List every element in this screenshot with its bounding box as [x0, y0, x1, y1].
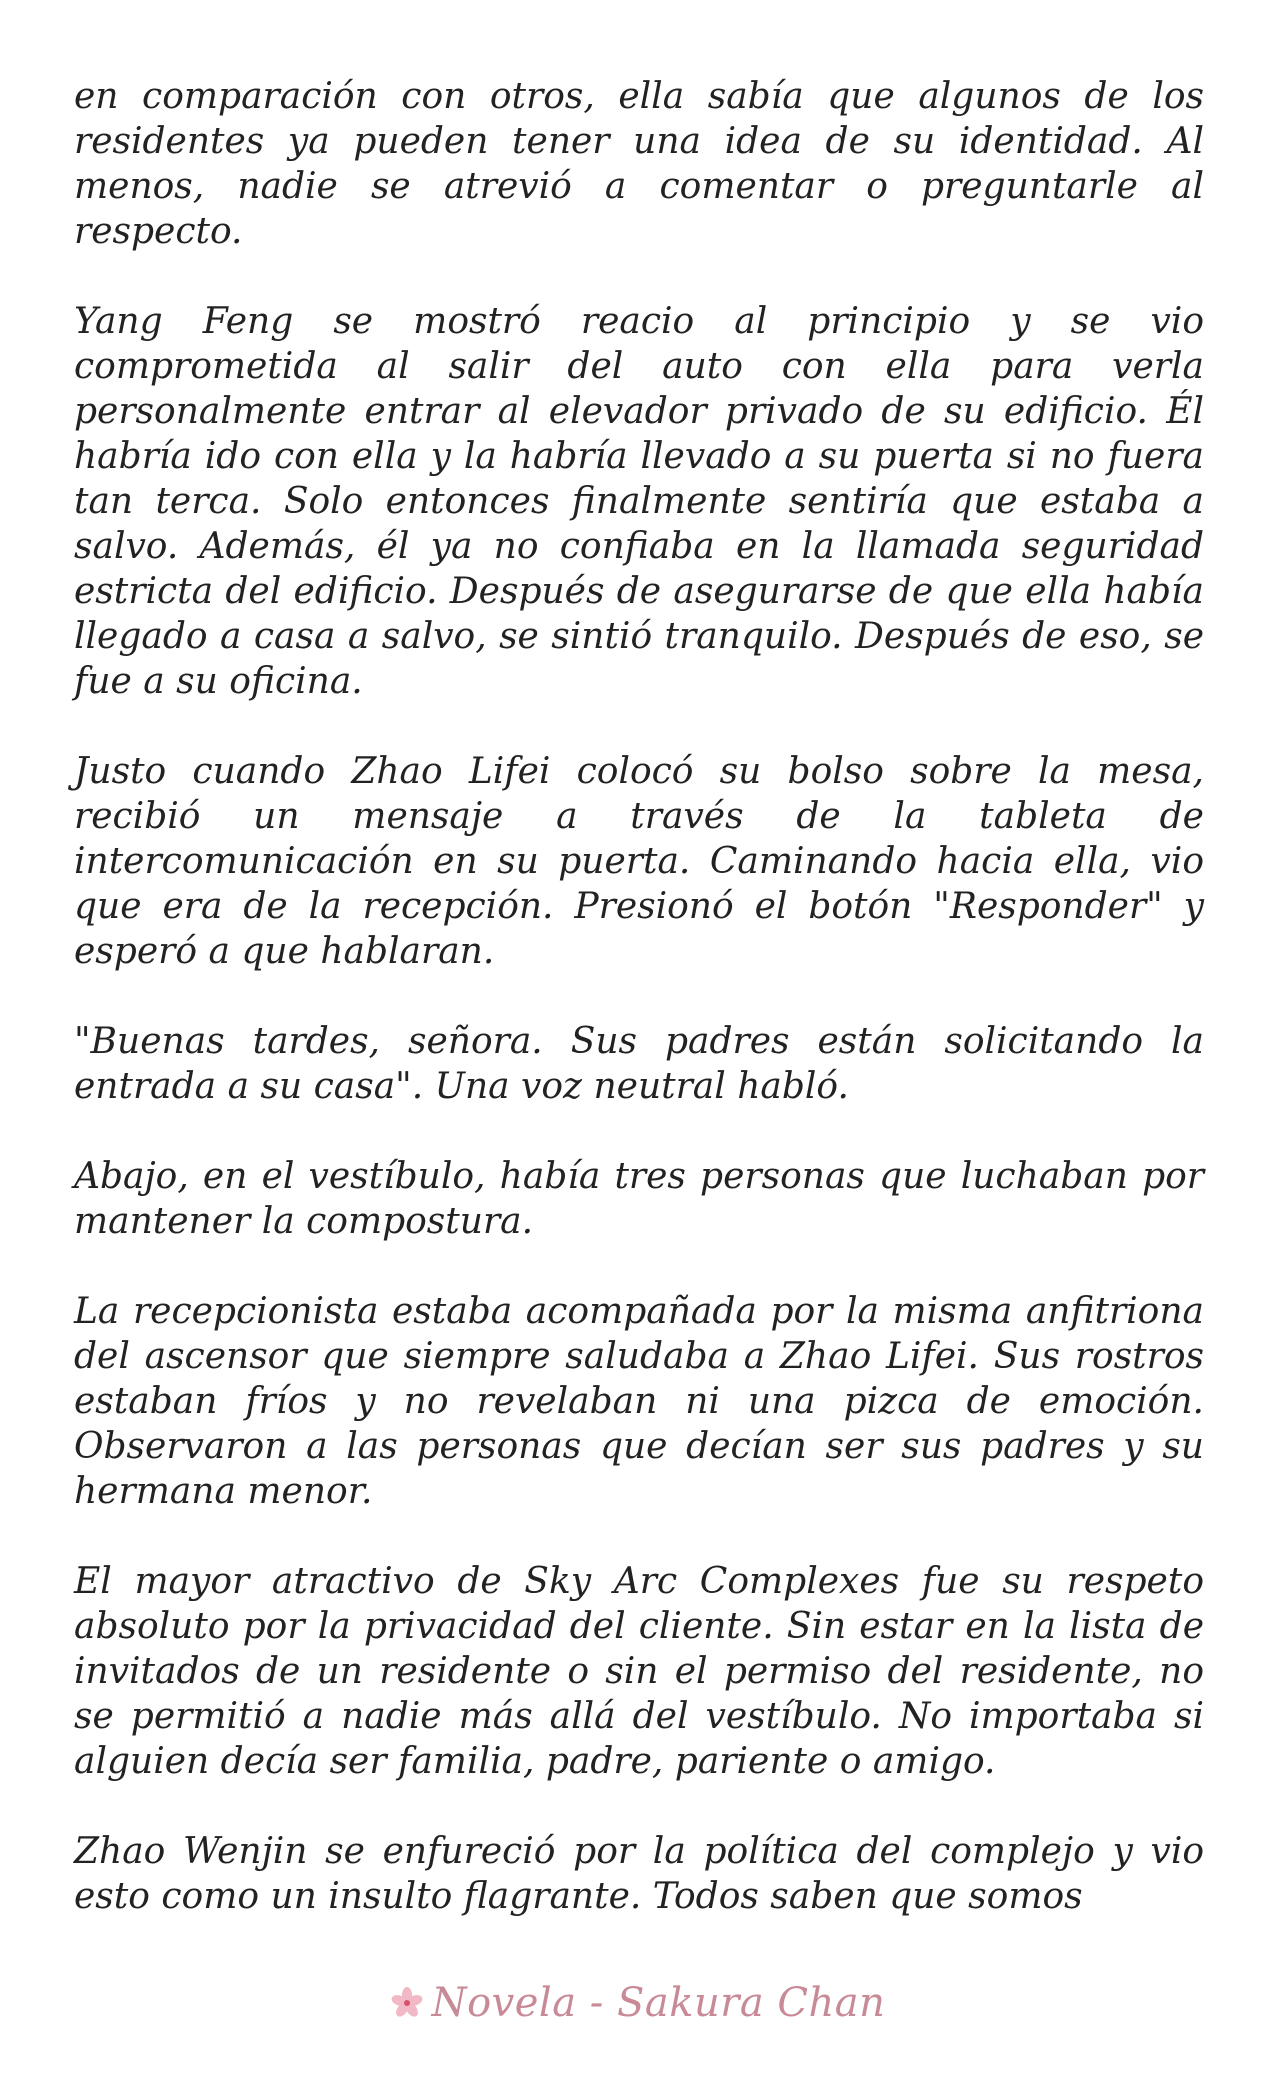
sakura-flower-icon: [390, 1986, 424, 2020]
paragraph-7: El mayor atractivo de Sky Arc Complexes fue su respeto absoluto por la privacidad del cliente. Sin estar en la lista de invitados de un residente o sin el permiso del residente, no se permitió a nadie más allá del vestíbulo. No importaba si alguien decía ser familia, padre, pariente o amigo.: [74, 1561, 1204, 1782]
paragraph-1: en comparación con otros, ella sabía que algunos de los residentes ya pueden tener una idea de su identidad. Al menos, nadie se atrevió a comentar o preguntarle al respecto.: [74, 76, 1204, 252]
paragraph-8: Zhao Wenjin se enfureció por la política del complejo y vio esto como un insulto flagrante. Todos saben que somos: [74, 1831, 1204, 1917]
paragraph-3: Justo cuando Zhao Lifei colocó su bolso sobre la mesa, recibió un mensaje a través de la tableta de intercomunicación en su puerta. Caminando hacia ella, vio que era de la recepción. Presionó el botón "Responder" y esperó a que hablaran.: [74, 751, 1204, 972]
paragraph-5: Abajo, en el vestíbulo, había tres personas que luchaban por mantener la compostura.: [74, 1156, 1204, 1242]
document-body: [74, 74, 1204, 1919]
watermark-footer: [0, 1978, 1275, 2028]
paragraph-2: Yang Feng se mostró reacio al principio y se vio comprometida al salir del auto con ella para verla personalmente entrar al elevador privado de su edificio. Él habría ido con ella y la habría llevado a su puerta si no fuera tan terca. Solo entonces finalmente sentiría que estaba a salvo. Además, él ya no confiaba en la llamada seguridad estricta del edificio. Después de asegurarse de que ella había llegado a casa a salvo, se sintió tranquilo. Después de eso, se fue a su oficina.: [74, 301, 1204, 702]
paragraph-4: "Buenas tardes, señora. Sus padres están solicitando la entrada a su casa". Una voz neutral habló.: [74, 1021, 1204, 1107]
paragraph-6: La recepcionista estaba acompañada por la misma anfitriona del ascensor que siempre saludaba a Zhao Lifei. Sus rostros estaban fríos y no revelaban ni una pizca de emoción. Observaron a las personas que decían ser sus padres y su hermana menor.: [74, 1291, 1204, 1512]
watermark-text: Novela - Sakura Chan: [431, 1980, 886, 2026]
